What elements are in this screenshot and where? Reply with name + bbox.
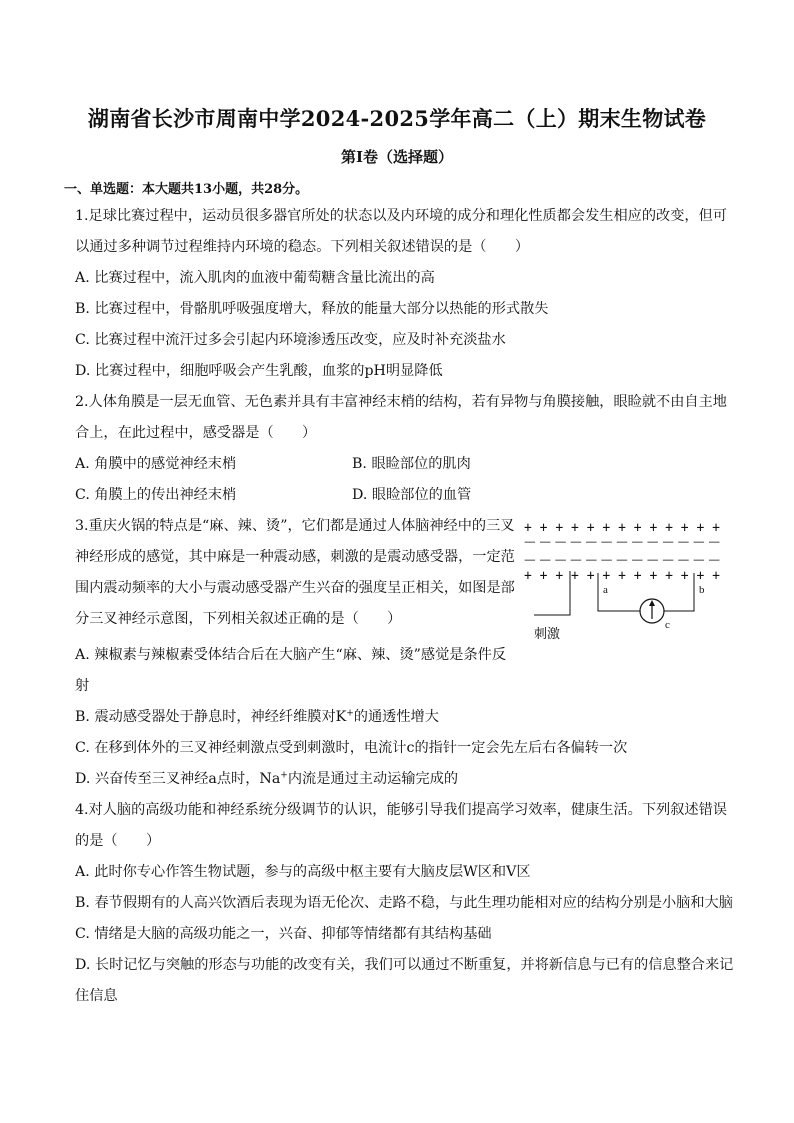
q3-option-c: C. 在移到体外的三叉神经刺激点受到刺激时，电流计c的指针一定会先左后右各偏转一次 [75,740,628,756]
q2-option-d: D. 眼睑部位的血管 [352,487,472,503]
q2-stem-line-2: 合上，在此过程中，感受器是（ ） [75,425,317,441]
label-c: c [665,619,670,631]
q3-option-a-line-2: 射 [75,678,90,694]
membrane-bottom-charges: + + + + + + + + + + + + + [524,568,720,584]
q1-stem-line-1: 1.足球比赛过程中，运动员很多器官所处的状态以及内环境的成分和理化性质都会发生相应的改变，但可 [75,208,727,224]
q3-stem-line-2: 神经形成的感觉，其中麻是一种震动感，刺激的是震动感受器，一定范 [75,549,515,565]
membrane-dash-line-2: — — — — — — — — — — — — — [524,553,720,566]
q2-option-c: C. 角膜上的传出神经末梢 [75,487,237,503]
q4-option-a: A. 此时你专心作答生物试题，参与的高级中枢主要有大脑皮层W区和V区 [75,864,531,880]
exam-title: 湖南省长沙市周南中学2024-2025学年高二（上）期末生物试卷 [87,106,707,131]
label-stimulus: 刺激 [534,627,561,642]
membrane-top-charges: + + + + + + + + + + + + + [524,520,720,536]
section-heading: 一、单选题：本大题共13小题，共28分。 [64,182,309,197]
q2-option-a: A. 角膜中的感觉神经末梢 [75,456,237,472]
membrane-dash-line-1: — — — — — — — — — — — — — [524,535,720,548]
q4-stem-line-1: 4.对人脑的高级功能和神经系统分级调节的认识，能够引导我们提高学习效率，健康生活。下列叙述错误 [75,802,727,818]
exam-subtitle: 第I卷（选择题） [340,148,454,166]
q3-option-b: B. 震动感受器处于静息时，神经纤维膜对K+的通透性增大 [75,708,439,725]
q2-stem-line-1: 2.人体角膜是一层无血管、无色素并具有丰富神经末梢的结构，若有异物与角膜接触，眼睑就不由自主地 [75,394,727,410]
q4-stem-line-2: 的是（ ） [75,833,161,849]
q1-option-b: B. 比赛过程中，骨骼肌呼吸强度增大，释放的能量大部分以热能的形式散失 [75,301,549,317]
q2-option-b: B. 眼睑部位的肌肉 [352,456,471,472]
label-b: b [699,584,705,596]
q3-option-d: D. 兴奋传至三叉神经a点时，Na+内流是通过主动运输完成的 [75,770,459,787]
q4-option-c: C. 情绪是大脑的高级功能之一，兴奋、抑郁等情绪都有其结构基础 [75,926,492,942]
q3-stem-line-4: 分三叉神经示意图，下列相关叙述正确的是（ ） [75,611,402,627]
q3-stem-line-3: 围内震动频率的大小与震动感受器产生兴奋的强度呈正相关，如图是部 [75,580,515,596]
q4-option-b: B. 春节假期有的人高兴饮酒后表现为语无伦次、走路不稳，与此生理功能相对应的结构分别是小脑和大脑 [75,895,733,911]
label-a: a [603,584,608,596]
q4-option-d-line-1: D. 长时记忆与突触的形态与功能的改变有关，我们可以通过不断重复，并将新信息与已有的信息整合来记 [75,957,734,973]
q3-stem-line-1: 3.重庆火锅的特点是“麻、辣、烫”，它们都是通过人体脑神经中的三叉 [75,518,515,534]
q1-option-d: D. 比赛过程中，细胞呼吸会产生乳酸，血浆的pH明显降低 [75,363,443,379]
q3-option-a-line-1: A. 辣椒素与辣椒素受体结合后在大脑产生“麻、辣、烫”感觉是条件反 [75,647,507,663]
q1-option-c: C. 比赛过程中流汗过多会引起内环境渗透压改变，应及时补充淡盐水 [75,332,506,348]
trigeminal-nerve-diagram [520,515,724,645]
q1-option-a: A. 比赛过程中，流入肌肉的血液中葡萄糖含量比流出的高 [75,270,435,286]
q1-stem-line-2: 以通过多种调节过程维持内环境的稳态。下列相关叙述错误的是（ ） [75,239,530,255]
q4-option-d-line-2: 住信息 [75,988,118,1004]
